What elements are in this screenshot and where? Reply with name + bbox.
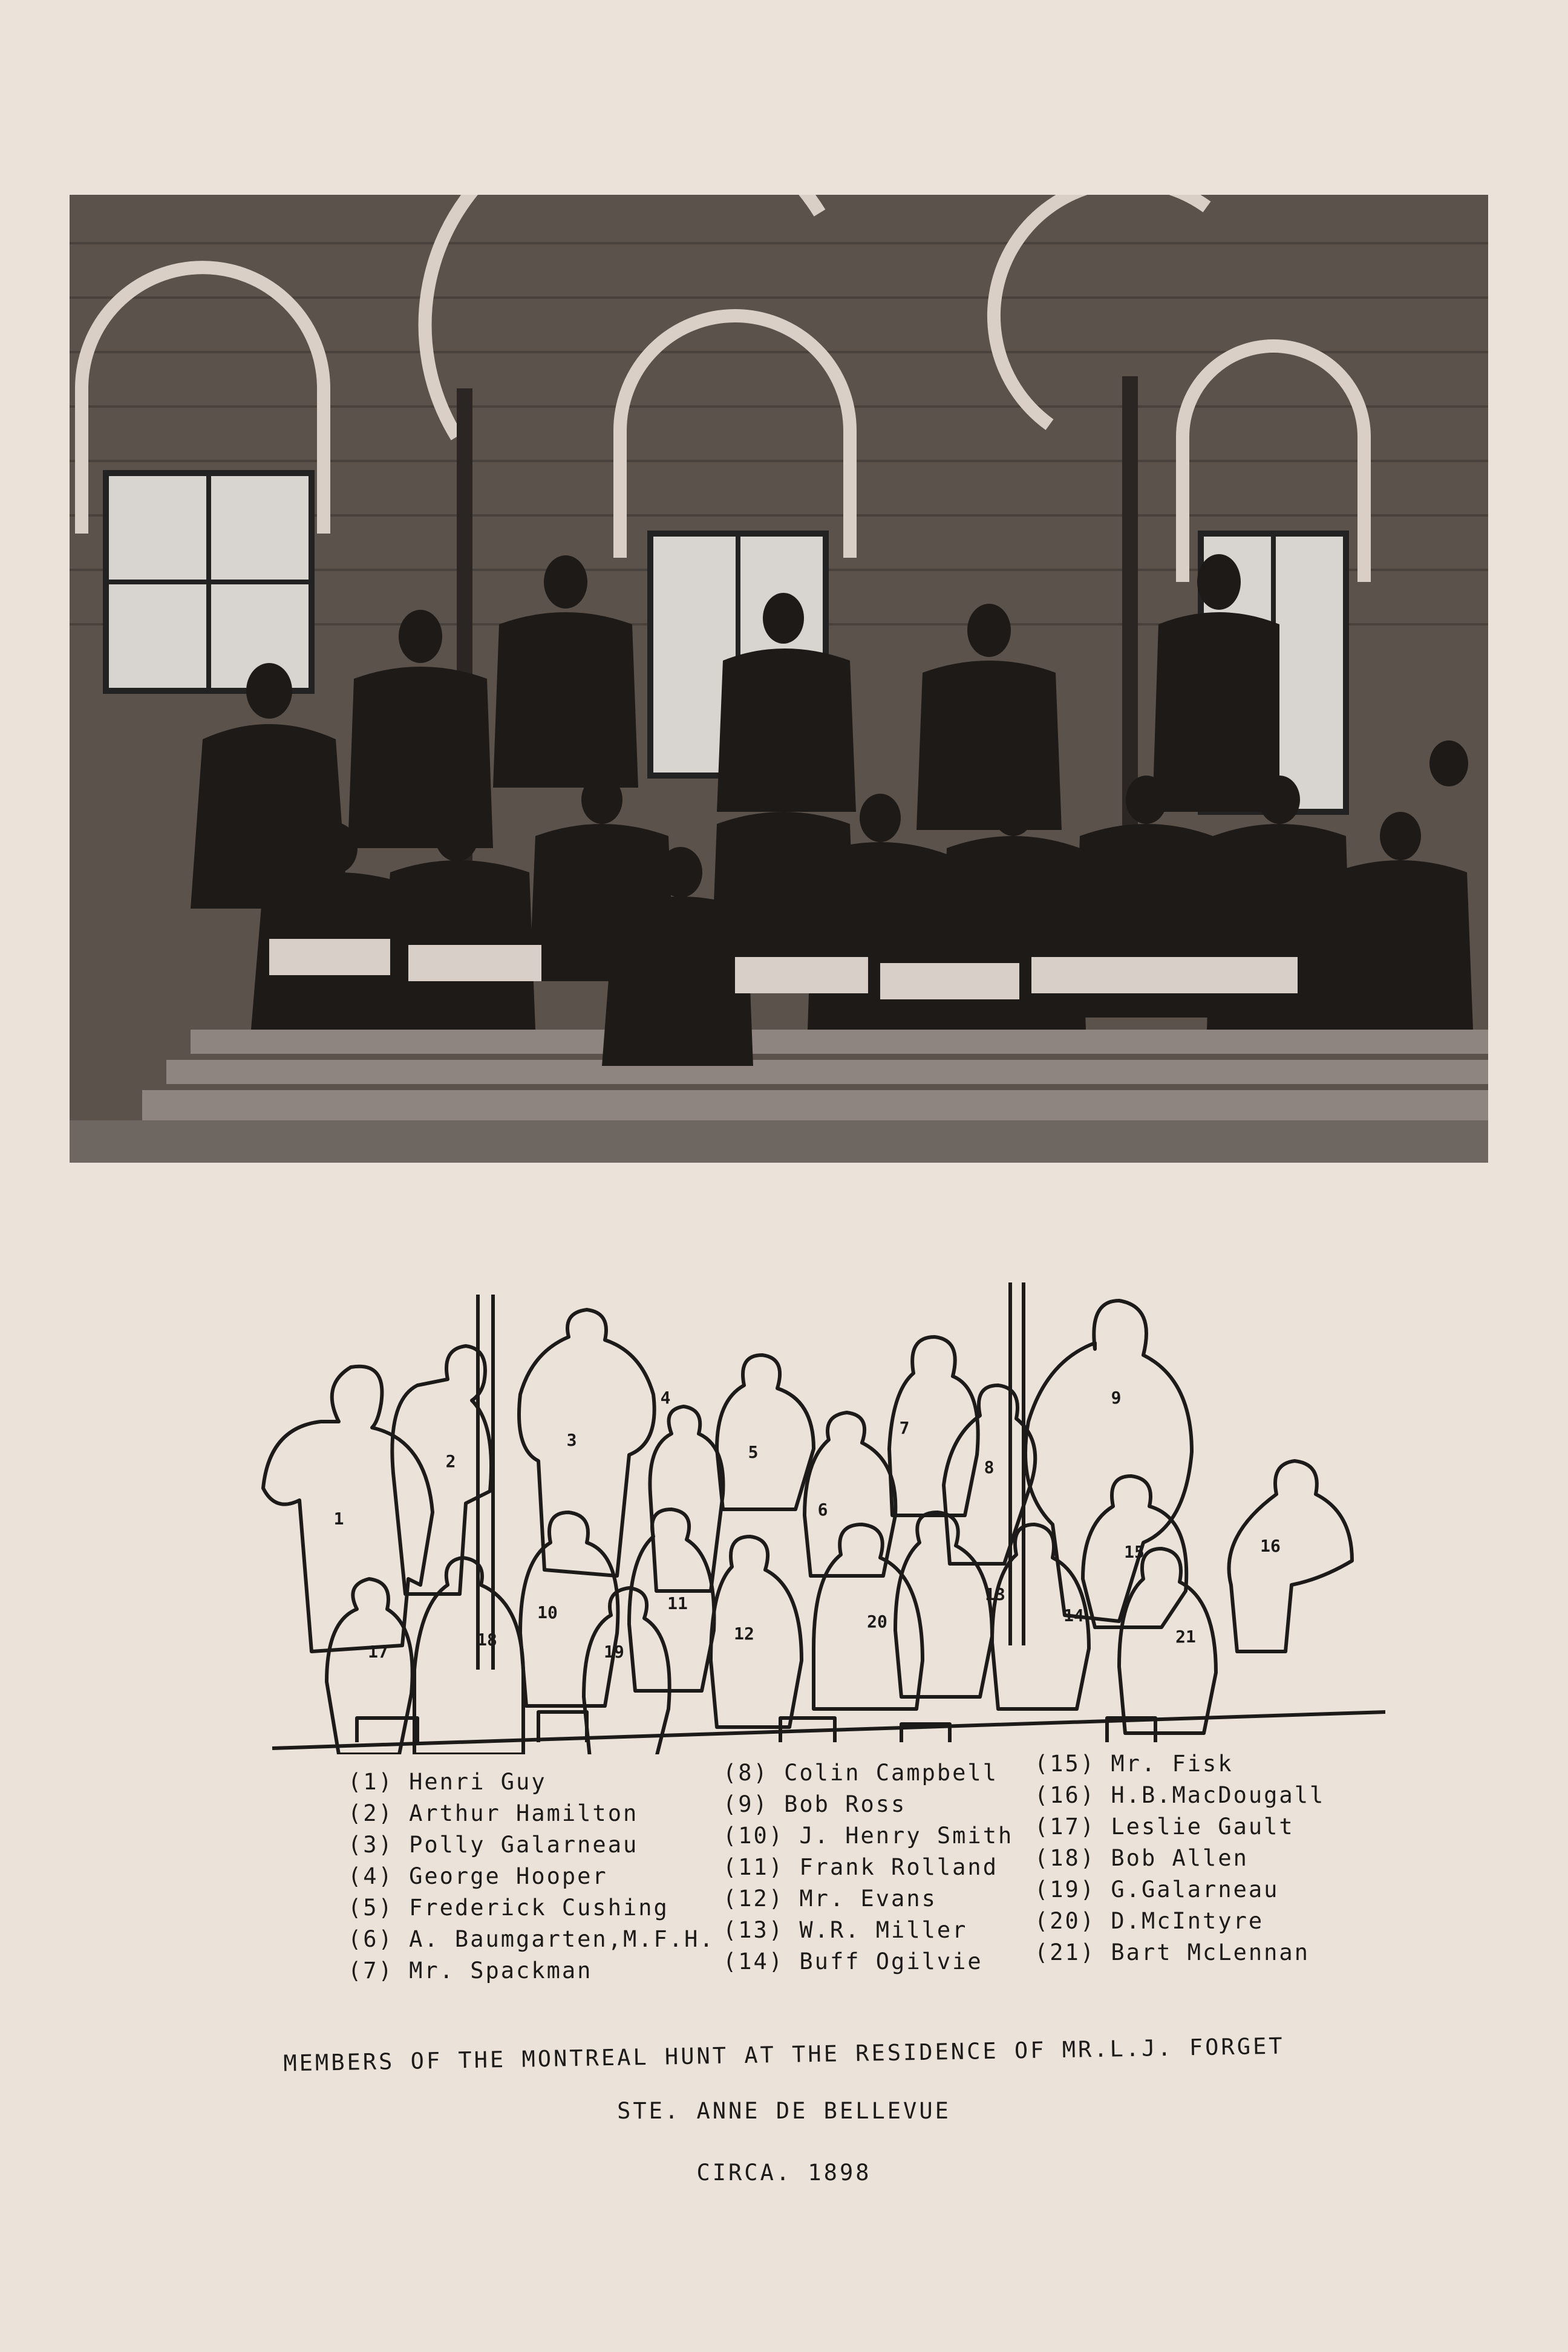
legend-item: (14) Buff Ogilvie [723, 1949, 983, 1975]
key-number: 19 [604, 1642, 624, 1662]
key-number: 21 [1175, 1627, 1196, 1647]
legend-item: (7) Mr. Spackman [348, 1958, 593, 1984]
legend-item: (13) W.R. Miller [723, 1917, 968, 1943]
key-number: 12 [734, 1624, 754, 1644]
key-number: 10 [537, 1602, 558, 1622]
key-number: 6 [817, 1500, 828, 1520]
group-photograph [70, 195, 1488, 1163]
legend-item: (9) Bob Ross [723, 1791, 907, 1817]
legend-column-2 [723, 1757, 1013, 1978]
key-number: 9 [1111, 1388, 1122, 1408]
legend-item: (15) Mr. Fisk [1034, 1751, 1233, 1777]
key-number: 16 [1260, 1536, 1281, 1556]
key-number: 1 [333, 1509, 344, 1529]
key-number: 2 [445, 1451, 456, 1471]
key-number: 14 [1063, 1606, 1084, 1625]
legend-item: (20) D.McIntyre [1034, 1908, 1264, 1934]
legend-item: (4) George Hooper [348, 1863, 608, 1889]
legend-item: (16) H.B.MacDougall [1034, 1782, 1325, 1808]
key-number: 8 [984, 1457, 995, 1477]
legend-item: (19) G.Galarneau [1034, 1877, 1279, 1903]
key-number: 11 [667, 1593, 688, 1613]
key-number: 3 [566, 1430, 577, 1450]
legend-item: (18) Bob Allen [1034, 1845, 1249, 1871]
legend-item: (12) Mr. Evans [723, 1886, 937, 1912]
key-number: 5 [748, 1442, 759, 1462]
legend-column-1 [348, 1766, 715, 1987]
legend-item: (17) Leslie Gault [1034, 1814, 1295, 1840]
key-number: 20 [867, 1612, 887, 1632]
key-number: 18 [477, 1630, 497, 1650]
legend-item: (11) Frank Rolland [723, 1854, 998, 1880]
key-diagram [248, 1282, 1385, 1754]
legend-item: (8) Colin Campbell [723, 1760, 998, 1786]
key-number: 15 [1124, 1542, 1145, 1562]
key-number: 13 [985, 1584, 1005, 1604]
legend-item: (5) Frederick Cushing [348, 1895, 669, 1921]
key-number: 7 [899, 1418, 910, 1438]
key-number: 17 [368, 1642, 388, 1662]
caption-title: MEMBERS OF THE MONTREAL HUNT AT THE RESIDENCE OF MR.L.J. FORGET [283, 2033, 1285, 2077]
caption-date: CIRCA. 1898 [696, 2160, 872, 2186]
legend-item: (2) Arthur Hamilton [348, 1800, 639, 1826]
legend-column-3 [1034, 1748, 1325, 1968]
legend-item: (1) Henri Guy [348, 1769, 547, 1795]
legend-item: (10) J. Henry Smith [723, 1823, 1014, 1849]
caption-location: STE. ANNE DE BELLEVUE [617, 2098, 951, 2124]
legend-item: (6) A. Baumgarten,M.F.H. [348, 1926, 715, 1952]
key-number: 4 [660, 1388, 671, 1408]
legend-item: (3) Polly Galarneau [348, 1832, 639, 1858]
legend-item: (21) Bart McLennan [1034, 1939, 1310, 1965]
